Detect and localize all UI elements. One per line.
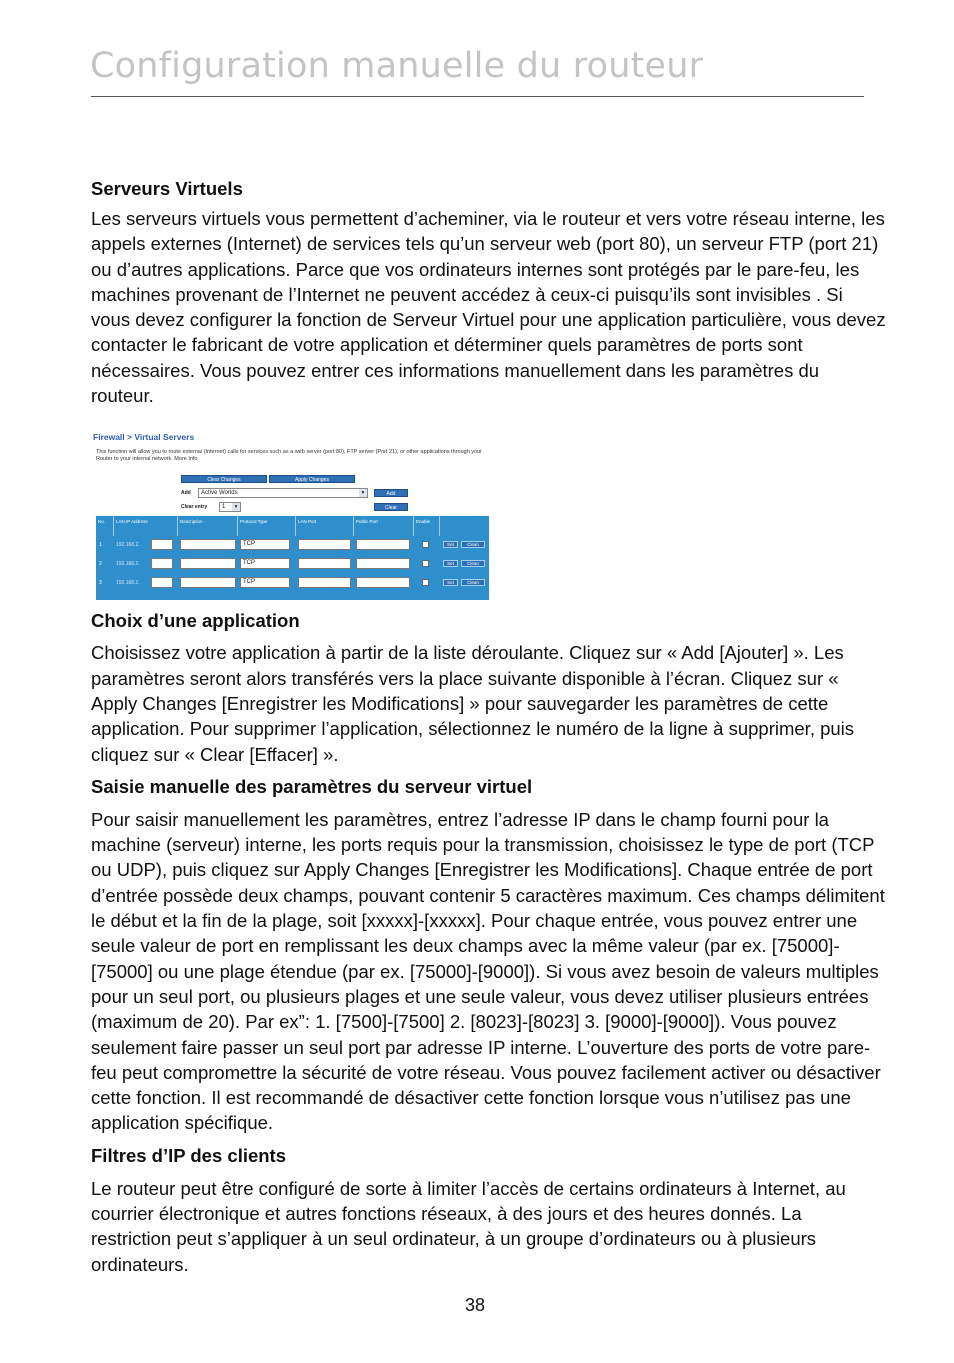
- public-port-input[interactable]: [356, 577, 410, 588]
- ip-prefix: 192.168.2.: [116, 542, 140, 549]
- enable-checkbox[interactable]: [422, 579, 429, 586]
- section-heading-virtual-servers: Serveurs Virtuels: [91, 178, 243, 199]
- section-body-ip-filters: Le routeur peut être configuré de sorte à limiter l’accès de certains ordinateurs à Internet, au courrier électronique et autres fonctions réseaux, à des jours et des heures donnés. La restriction peut s’appliquer à un seul ordinateur, à un groupe d’ordinateurs ou à plusieurs ordinateurs.: [91, 1177, 846, 1275]
- ip-last-octet-input[interactable]: [151, 558, 173, 569]
- section-heading-ip-filters: Filtres d’IP des clients: [91, 1144, 287, 1166]
- main-content: [91, 176, 886, 1277]
- table-row: [96, 574, 489, 593]
- page-title: Configuration manuelle du routeur: [90, 46, 704, 86]
- section-body-virtual-servers: Les serveurs virtuels vous permettent d’acheminer, via le routeur et vers votre réseau interne, les appels externes (Internet) de services tels qu’un serveur web (port 80), un serveur FTP (port 21) ou d’autres applications. Parce que vos ordinateurs internes sont protégés par le pare-feu, les machines provenant de l’Internet ne peuvent accédez à ceux-ci puisqu’ils sont invisibles . Si vous devez configurer la fonction de Serveur Virtuel pour une application particulière, vous devez contacter le fabricant de votre application et déterminer quels paramètres de ports sont nécessaires. Vous pouvez entrer ces informations manuellement dans les paramètres du routeur.: [91, 208, 886, 407]
- column-header: Description: [178, 516, 238, 536]
- page-number: 38: [465, 1295, 486, 1315]
- clean-button[interactable]: Clean: [461, 541, 485, 548]
- table-row: [96, 536, 489, 555]
- chevron-down-icon: ▼: [360, 490, 366, 497]
- column-header: Protocol Type: [238, 516, 296, 536]
- set-button[interactable]: Set: [443, 560, 458, 567]
- section-body-choose-app: Choisissez votre application à partir de la liste déroulante. Cliquez sur « Add [Ajouter] ». Les paramètres seront alors transférés vers la place suivante disponible à l’écran. Cliquez sur « Apply Changes [Enregistrer les Modifications] » pour sauvegarder les paramètres de cette application. Pour supprimer l’application, sélectionnez le numéro de la ligne à supprimer, puis cliquez sur « Clear [Effacer] ».: [91, 642, 855, 765]
- application-select-value: Active Worlds: [201, 490, 238, 497]
- enable-checkbox[interactable]: [422, 560, 429, 567]
- router-screenshot: [91, 428, 491, 602]
- ip-prefix: 192.168.2.: [116, 580, 140, 587]
- description-input[interactable]: [180, 558, 236, 569]
- column-header: Public Port: [354, 516, 414, 536]
- virtual-servers-table: [96, 516, 489, 600]
- section-heading-manual-entry: Saisie manuelle des paramètres du serveur virtuel: [91, 775, 533, 797]
- clean-button[interactable]: Clean: [461, 579, 485, 586]
- clear-changes-button[interactable]: Clear Changes: [181, 475, 267, 483]
- ip-last-octet-input[interactable]: [151, 539, 173, 550]
- ip-last-octet-input[interactable]: [151, 577, 173, 588]
- entry-select[interactable]: [219, 502, 241, 512]
- column-header: No.: [96, 516, 114, 536]
- protocol-select-value: TCP: [243, 541, 255, 548]
- description-input[interactable]: [180, 577, 236, 588]
- public-port-input[interactable]: [356, 539, 410, 550]
- section-body-manual-entry: Pour saisir manuellement les paramètres, entrez l’adresse IP dans le champ fourni pour la machine (serveur) interne, les ports requis pour la transmission, choisissez le type de port (TCP ou UDP), puis cliquez sur Apply Changes [Enregistrer les Modifications]. Chaque entrée de port d’entrée possède deux champs, pouvant contenir 5 caractères maximum. Ces champs délimitent le début et la fin de la plage, soit [xxxxx]-[xxxxx]. Pour chaque entrée, vous pouvez entrer une seule valeur de port en remplissant les deux champs avec la même valeur (par ex. [75000]-[75000] ou une plage étendue (par ex. [75000]-[9000]). Si vous avez besoin de valeurs multiples pour un seul port, ou plusieurs plages et une seule valeur, vous devez utiliser plusieurs entrées (maximum de 20). Par ex”: 1. [7500]-[7500] 2. [8023]-[8023] 3. [9000]-[9000]). Vous pouvez seulement faire passer un seul port par adresse IP interne. L’ouverture des ports de votre pare-feu peut compromettre la sécurité de votre réseau. Vous pouvez facilement activer ou désactiver cette fonction. Il est recommandé de désactiver cette fonction lorsque vous n’utilisez pas une application spécifique.: [91, 808, 885, 1134]
- chevron-down-icon: ▼: [233, 504, 239, 511]
- clear-button[interactable]: Clear: [374, 503, 408, 511]
- column-header: LAN Port: [296, 516, 354, 536]
- set-button[interactable]: Set: [443, 579, 458, 586]
- ip-prefix: 192.168.2.: [116, 561, 140, 568]
- apply-changes-button[interactable]: Apply Changes: [269, 475, 355, 483]
- lan-port-input[interactable]: [298, 577, 351, 588]
- protocol-select-value: TCP: [243, 579, 255, 586]
- application-select[interactable]: [198, 488, 368, 498]
- description-input[interactable]: [180, 539, 236, 550]
- protocol-select-value: TCP: [243, 560, 255, 567]
- clear-entry-label: Clear entry: [181, 504, 208, 511]
- section-heading-choose-app: Choix d’une application: [91, 610, 300, 632]
- protocol-select[interactable]: [240, 577, 290, 588]
- screenshot-breadcrumb: Firewall > Virtual Servers: [93, 432, 195, 443]
- entry-select-value: 1: [222, 504, 226, 511]
- screenshot-description: This function will allow you to route external (Internet) calls for services such as a web server (port 80), FTP server (Port 21), or other applications through your Router to your internal network. More Info: [96, 449, 482, 463]
- set-button[interactable]: Set: [443, 541, 458, 548]
- row-number: 2: [99, 561, 102, 568]
- lan-port-input[interactable]: [298, 558, 351, 569]
- column-header: Enable: [414, 516, 440, 536]
- lan-port-input[interactable]: [298, 539, 351, 550]
- public-port-input[interactable]: [356, 558, 410, 569]
- protocol-select[interactable]: [240, 539, 290, 550]
- clean-button[interactable]: Clean: [461, 560, 485, 567]
- enable-checkbox[interactable]: [422, 541, 429, 548]
- column-header-actions: [440, 516, 489, 536]
- row-number: 1: [99, 542, 102, 549]
- protocol-select[interactable]: [240, 558, 290, 569]
- row-number: 3: [99, 580, 102, 587]
- add-label: Add: [181, 490, 191, 497]
- title-divider: [91, 96, 864, 97]
- add-button[interactable]: Add: [374, 489, 408, 497]
- column-header: LAN IP Address: [114, 516, 178, 536]
- table-row: [96, 555, 489, 574]
